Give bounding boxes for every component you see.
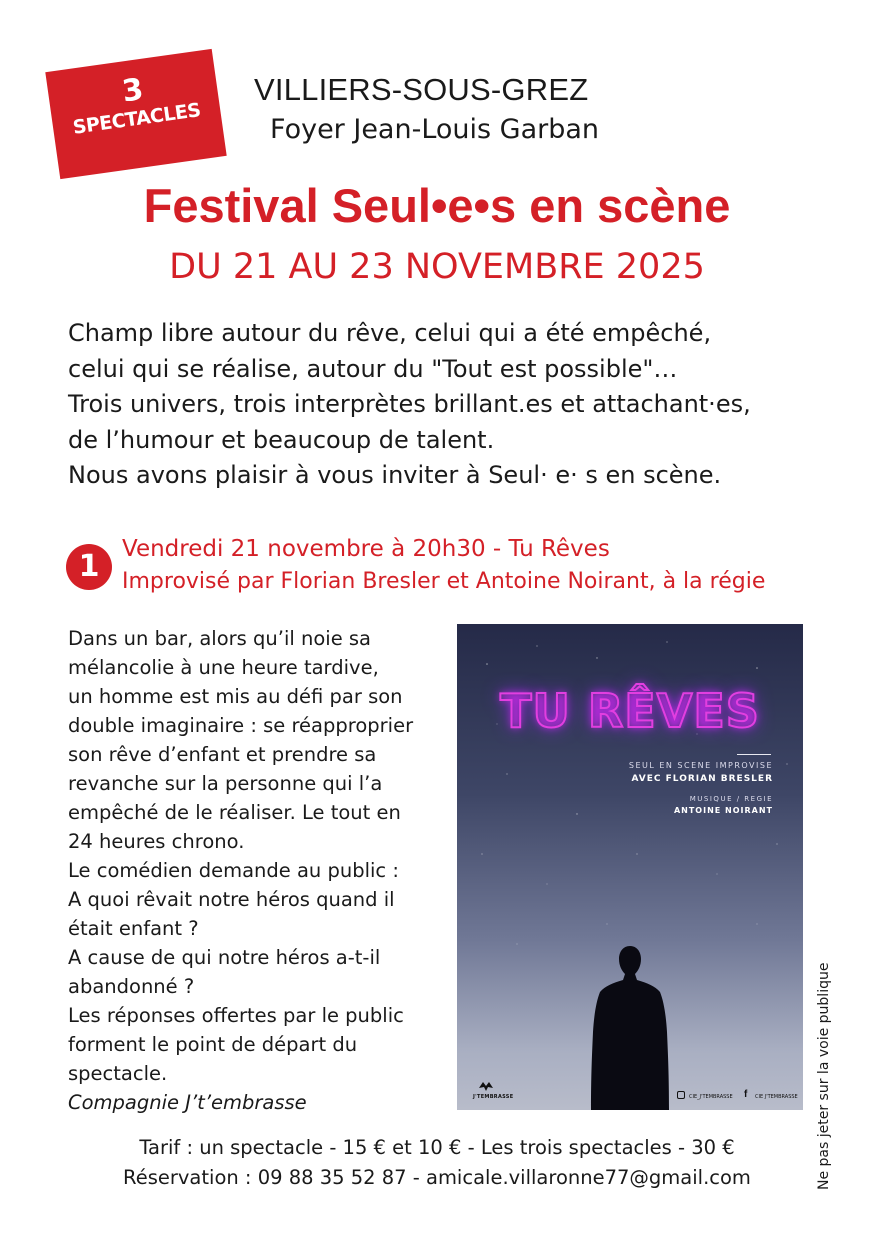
description-line: mélancolie à une heure tardive,: [68, 656, 379, 679]
poster-facebook: CIE J'TEMBRASSE: [755, 1094, 798, 1100]
poster-second-performer: ANTOINE NOIRANT: [673, 806, 773, 815]
festival-dates: DU 21 AU 23 NOVEMBRE 2025: [169, 247, 705, 287]
festival-title: Festival Seul•e•s en scène: [143, 179, 731, 232]
spectacles-badge: [45, 49, 226, 179]
intro-line: de l’humour et beaucoup de talent.: [68, 425, 495, 454]
badge-label: SPECTACLES: [71, 99, 202, 139]
pricing-info: Tarif : un spectacle - 15 € et 10 € - Les trois spectacles - 30 €: [139, 1136, 735, 1159]
show-description: [68, 624, 438, 1117]
poster-divider: [737, 754, 771, 755]
silhouette-icon: [591, 946, 669, 1110]
description-line: 24 heures chrono.: [68, 830, 245, 853]
poster-title: TU RÊVES: [500, 684, 760, 738]
description-line: Les réponses offertes par le public: [68, 1004, 404, 1027]
show-number-badge: 1: [66, 544, 112, 590]
poster-subtitle: SEUL EN SCENE IMPROVISE: [628, 761, 773, 770]
description-line: A quoi rêvait notre héros quand il: [68, 888, 395, 911]
badge-number: 3: [119, 71, 146, 110]
description-line: empêché de le réaliser. Le tout en: [68, 801, 401, 824]
description-line: son rêve d’enfant et prendre sa: [68, 743, 377, 766]
description-line: revanche sur la personne qui l’a: [68, 772, 383, 795]
description-line: abandonné ?: [68, 975, 195, 998]
show-credit: Improvisé par Florian Bresler et Antoine Noirant, à la régie: [122, 569, 766, 594]
poster-role: MUSIQUE / REGIE: [689, 795, 773, 803]
description-line: forment le point de départ du: [68, 1033, 358, 1056]
disposal-notice: Ne pas jeter sur la voie publique: [816, 962, 832, 1190]
description-line: un homme est mis au défi par son: [68, 685, 403, 708]
poster-company-logo: J'TEMBRASSE: [473, 1094, 514, 1100]
description-line: Le comédien demande au public :: [68, 859, 399, 882]
poster-performer: AVEC FLORIAN BRESLER: [631, 774, 773, 784]
description-line: Dans un bar, alors qu’il noie sa: [68, 627, 371, 650]
reservation-info: Réservation : 09 88 35 52 87 - amicale.villaronne77@gmail.com: [123, 1166, 751, 1189]
show-title: Vendredi 21 novembre à 20h30 - Tu Rêves: [122, 536, 610, 562]
description-line: était enfant ?: [68, 917, 199, 940]
intro-paragraph: [68, 316, 828, 494]
intro-line: Champ libre autour du rêve, celui qui a été empêché,: [68, 319, 712, 347]
intro-line: Nous avons plaisir à vous inviter à Seul· e· s en scène.: [68, 461, 722, 489]
venue-name: Foyer Jean-Louis Garban: [270, 114, 600, 145]
intro-line: celui qui se réalise, autour du "Tout est possible"…: [68, 354, 678, 383]
instagram-icon: [677, 1091, 685, 1099]
poster-instagram: CIE_J'TEMBRASSE: [689, 1094, 733, 1100]
company-name: Compagnie J’t’embrasse: [68, 1091, 307, 1114]
jtembrasse-logo-icon: [479, 1082, 493, 1091]
town-name: VILLIERS-SOUS-GREZ: [254, 72, 589, 107]
facebook-icon: f: [744, 1089, 748, 1100]
description-line: spectacle.: [68, 1062, 168, 1085]
show-poster: [457, 624, 803, 1110]
intro-line: Trois univers, trois interprètes brillant.es et attachant·es,: [68, 390, 751, 418]
description-line: double imaginaire : se réapproprier: [68, 714, 414, 737]
description-line: A cause de qui notre héros a-t-il: [68, 946, 381, 969]
